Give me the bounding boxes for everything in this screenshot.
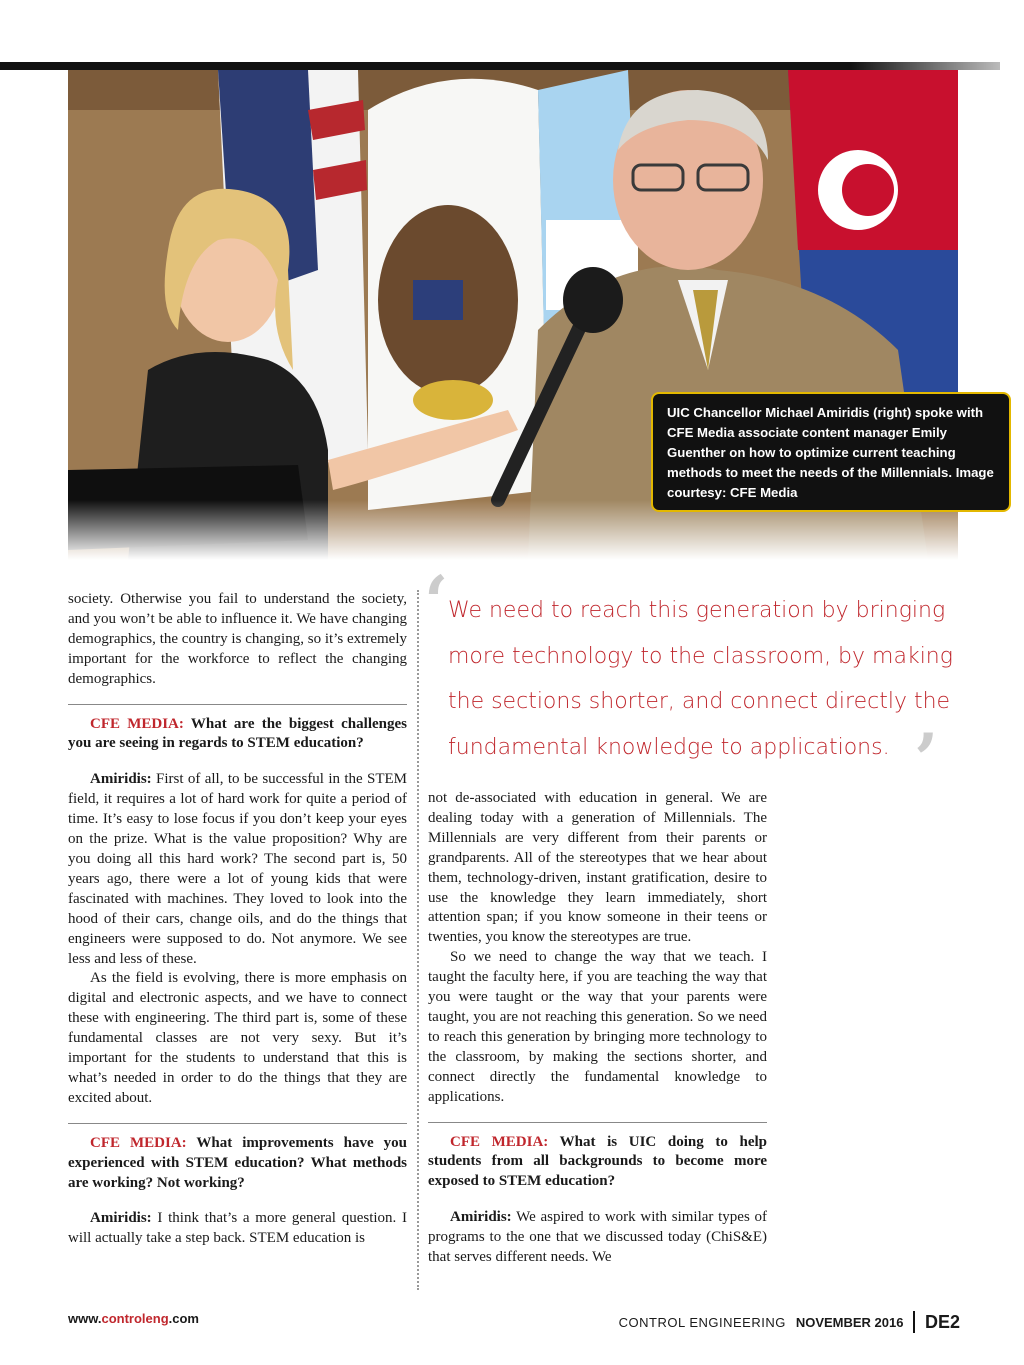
question-tag: CFE MEDIA: <box>90 1134 187 1151</box>
issue-date: NOVEMBER 2016 <box>795 1314 904 1330</box>
photo-caption: UIC Chancellor Michael Amiridis (right) spoke with CFE Media associate content manager Emily Guenther on how to optimize current teaching methods to meet the needs of the Millennials. Image courtesy: CFE Media <box>651 392 1011 512</box>
paragraph: society. Otherwise you fail to understand the society, and you won’t be able to influence it. We have changing demographics, the country is changing, so it’s extremely important for the workforce to reflect the changing demographics. <box>68 591 407 687</box>
answer <box>68 1209 407 1249</box>
url-suffix: .com <box>168 1311 199 1326</box>
answer <box>68 770 407 969</box>
paragraph: As the field is evolving, there is more emphasis on digital and electronic aspects, and we have to connect these with engineering. The third part is, some of these fundamental classes are not very sexy. But it’s important for the students to understand that this is what’s needed in order to do the things that they are excited about. <box>68 970 407 1106</box>
paragraph: not de-associated with education in general. We are dealing today with a generation of Millennials. The Millennials are very different from their parents or grandparents. All of the stereotypes that we hear about them, technology-driven, instant gratification, desire to use the knowledge they learn immediately, short attention span; if you know someone in their teens or twenties, you know the stereotypes are true. <box>428 790 767 946</box>
column-left <box>68 590 407 1249</box>
question <box>428 1133 767 1193</box>
question-text: What improvements have you experienced with STEM education? What methods are working? Not working? <box>68 1134 407 1191</box>
question <box>68 1134 407 1194</box>
open-quote-icon: ‘ <box>424 560 449 643</box>
answer-text: We aspired to work with similar types of programs to the one that we discussed today (ChiS&E) that serves different needs. We <box>428 1209 767 1266</box>
divider <box>68 1123 407 1124</box>
question-text: What is UIC doing to help students from all backgrounds to become more exposed to STEM education? <box>428 1133 767 1190</box>
answer <box>428 1208 767 1268</box>
paragraph: So we need to change the way that we teach. I taught the faculty here, if you are teaching the way that you were taught or the way that your parents were taught, you are not reaching this generation. So we need to reach this generation by bringing more technology to the classroom, by making the sections shorter, and connect directly the fundamental knowledge to applications. <box>428 949 767 1105</box>
magazine-name: CONTROL ENGINEERING <box>618 1314 786 1330</box>
question <box>68 715 407 755</box>
folio-divider <box>913 1311 915 1333</box>
close-quote-icon: ’ <box>914 718 939 801</box>
question-text: What are the biggest challenges you are seeing in regards to STEM education? <box>68 715 407 752</box>
footer-folio <box>619 1311 960 1333</box>
answer-text: First of all, to be successful in the STEM field, it requires a lot of hard work for quite a period of time. It’s easy to lose focus if you don’t keep your eyes on the prize. What is the value proposition? Why are you doing all this hard work? The second part is, 50 years ago, there were a lot of young kids that were fascinated with machines. They loved to look into the hood of their cars, change oils, and do the things that engineers were supposed to do. Not anymore. We see less and less of these. <box>68 771 408 967</box>
speaker-name: Amiridis: <box>90 771 152 788</box>
url-prefix: www. <box>68 1311 102 1326</box>
question-tag: CFE MEDIA: <box>90 715 184 732</box>
column-separator <box>417 590 419 1290</box>
pull-quote: We need to reach this generation by bringing more technology to the classroom, by making the sections shorter, and connect directly the fundamental knowledge to applications. <box>448 598 953 760</box>
speaker-name: Amiridis: <box>450 1209 512 1226</box>
column-right <box>428 789 767 1268</box>
speaker-name: Amiridis: <box>90 1210 152 1227</box>
question-tag: CFE MEDIA: <box>450 1133 549 1150</box>
top-rule <box>0 62 1000 70</box>
answer-text: I think that’s a more general question. I will actually take a step back. STEM education is <box>68 1210 407 1247</box>
divider <box>428 1122 767 1123</box>
divider <box>68 704 407 705</box>
url-brand: controleng <box>101 1311 169 1326</box>
footer-url[interactable] <box>68 1311 199 1326</box>
page-number: DE2 <box>924 1311 960 1332</box>
